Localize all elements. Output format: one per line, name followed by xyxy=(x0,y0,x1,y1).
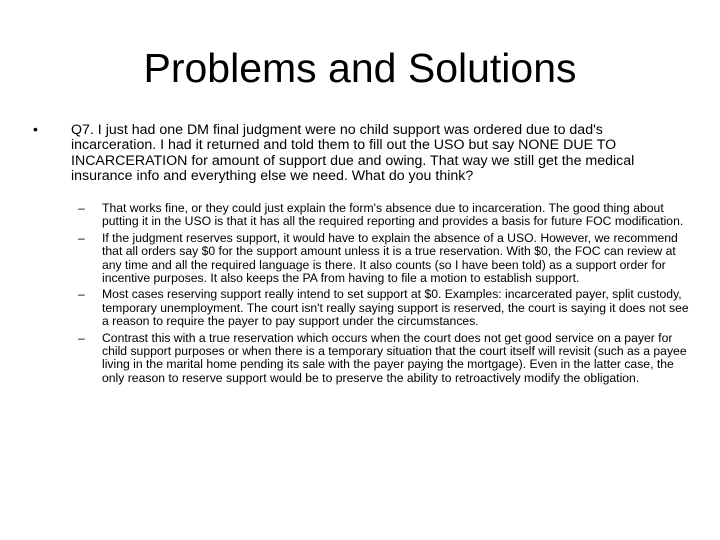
sub-bullet-3 xyxy=(78,288,693,328)
main-bullet-text: Q7. I just had one DM final judgment were no child support was ordered due to dad's incarceration. I had it returned and told them to fill out the USO but say NONE DUE TO INCARCERATION for amount of support due and owing. That way we still get the medical insurance info and everything else we need. What do you think? xyxy=(71,122,635,185)
sub-bullet-text: That works fine, or they could just explain the form's absence due to incarceration. The good thing about putting it in the USO is that it has all the required reporting and provides a basis for future FOC modification. xyxy=(102,201,684,229)
dash-marker: – xyxy=(78,287,85,302)
sub-bullet-4 xyxy=(78,332,693,386)
sub-bullet-list xyxy=(78,202,693,388)
sub-bullet-text: Contrast this with a true reservation which occurs when the court does not get good service on a payer for child support purposes or when there is a temporary situation that the court itself will revisit (such as a payee living in the marital home pending its sale with the payer paying the mortgage). Even in the latter case, the only reason to reserve support would be to preserve the ability to retroactively modify the obligation. xyxy=(102,330,687,385)
dash-marker: – xyxy=(78,330,85,345)
main-bullet-marker: • xyxy=(33,121,38,137)
sub-bullet-text: If the judgment reserves support, it would have to explain the absence of a USO. However, we recommend that all orders say $0 for the support amount unless it is a true reservation. With $0, the FOC can review at any time and all the required language is there. It also counts (so I have been told) as a support order for incentive purposes. It also keeps the PA from having to file a motion to establish support. xyxy=(102,230,678,286)
dash-marker: – xyxy=(78,230,85,245)
dash-marker: – xyxy=(78,201,85,215)
sub-bullet-1 xyxy=(78,202,693,229)
slide-title: Problems and Solutions xyxy=(143,45,577,91)
sub-bullet-text: Most cases reserving support really intend to set support at $0. Examples: incarcerated payer, split custody, temporary unemployment. The court isn't really saying support is reserved, the court is saying it does not see a reason to require the payer to pay support under the circumstances. xyxy=(102,287,689,329)
sub-bullet-2 xyxy=(78,232,693,286)
